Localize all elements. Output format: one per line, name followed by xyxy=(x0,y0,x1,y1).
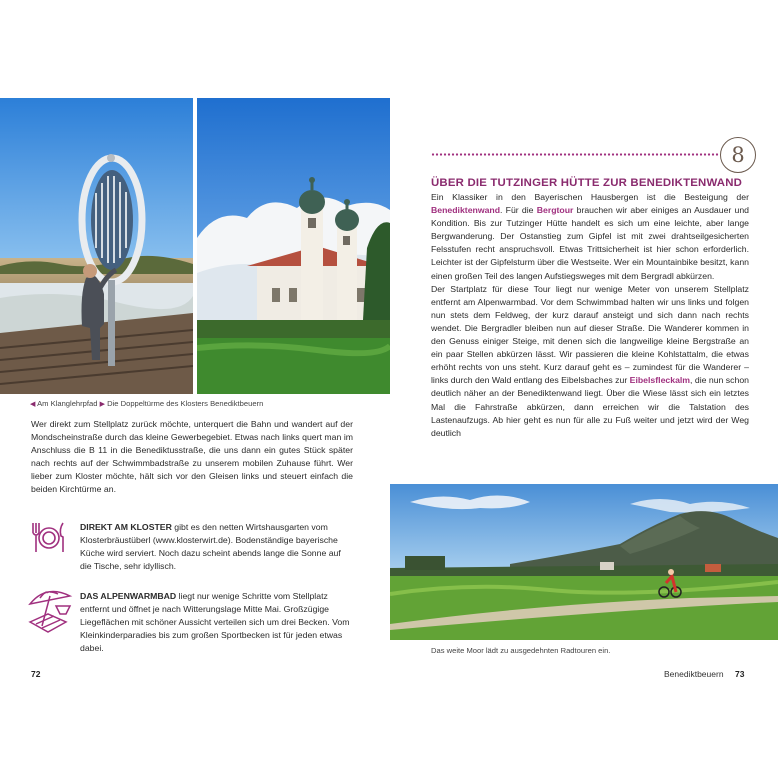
bergtour-link[interactable]: Bergtour xyxy=(536,205,574,216)
right-page-number: 73 xyxy=(735,669,745,679)
tip-2-text: liegt nur wenige Schritte vom Stellplatz entfernt und öffnet je nach Witterungslage Mitte Mai. Großzügige Liegeflächen mit schöner Aussicht verteilen sich um drei Becken. Vom Kleinkinderparadies bis zum großen Sportbecken ist für jeden etwas dabei. xyxy=(80,591,350,654)
moor-photo-caption: Das weite Moor lädt zu ausgedehnten Radtouren ein. xyxy=(431,646,611,655)
p1-part-0: Ein Klassiker in den Bayerischen Hausbergen ist die Besteigung der xyxy=(431,192,749,202)
caption-doppeltuerme: Die Doppeltürme des Klosters Benediktbeuern xyxy=(107,399,264,408)
p2-part-2: , die nun schon deutlich näher an der Benediktenwand liegt. Über die Wiese lässt sich ein letztes Mal die Fahrstraße abkürzen, dann erreichen wir die Talstation des Lastenaufzugs. Ab hier geht es nun für alle zu Fuß weiter und jetzt wird der Weg deutlich xyxy=(431,375,749,438)
caption-klanglehrpfad: Am Klanglehrpfad xyxy=(37,399,98,408)
tip-1-lead: DIREKT AM KLOSTER xyxy=(80,522,172,532)
p2-part-0: Der Startplatz für diese Tour liegt nur wenige Meter von unserem Stellplatz entfernt am Alpenwarmbad. Vor dem Schwimmbad halten wir uns links und folgen nun stets dem Feldweg, der kurz darauf ansteigt und sich dann nach rechts wendet. Die Bergradler bleiben nun auf dieser Straße. Die Wanderer kommen in den Genuss einiger Steige, mit denen sich die langweilige kleine Bergstraße an ein paar Stellen abkürzen lässt. Wir passieren die kleine Kohlstattalm, die etwas erhöht rechts von uns steht. Kurz darauf geht es – zumindest für die Wanderer – links durch den Wald entlang des Eibelsbaches zur xyxy=(431,283,749,386)
triangle-left-icon: ◀ xyxy=(30,401,36,408)
tour-paragraph-1 xyxy=(431,191,749,283)
tip-2-lead: DAS ALPENWARMBAD xyxy=(80,591,177,601)
tip-1-text: gibt es den netten Wirtshausgarten vom Klosterbräustüberl (www.klosterwirt.de). Bodenständige bayerische Küche wird serviert. Noch dazu scheint abends lange die Sonne auf die Tische, sehr idyllisch. xyxy=(80,522,341,572)
kloster-towers-photo xyxy=(197,98,390,394)
eibelsfleckalm-link[interactable]: Eibelsfleckalm xyxy=(629,375,691,386)
tour-number: 8 xyxy=(731,143,745,167)
benediktenwand-link[interactable]: Benediktenwand xyxy=(431,205,501,216)
tip-direkt-am-kloster xyxy=(80,521,353,573)
moor-cycling-photo xyxy=(390,484,778,640)
left-intro-paragraph xyxy=(31,418,353,497)
tour-number-badge xyxy=(720,137,756,173)
left-page-number: 72 xyxy=(31,669,41,679)
tour-heading: ÜBER DIE TUTZINGER HÜTTE ZUR BENEDIKTENWAND xyxy=(431,177,743,189)
left-paragraph-1: Wer direkt zum Stellplatz zurück möchte, unterquert die Bahn und wandert auf der Mondscheinstraße durch das kleine Gewerbegebiet. Etwas nach links quert man im Anschluss die B 11 in die Benediktusstraße, die uns dann ein gutes Stück später nach rechts auf der Schwimmbadstraße zu unserem mobilen Zuhause führt. Wer lieber zum Kloster möchte, hält sich vor den Gleisen links und steuert einfach die beiden Kirchtürme an. xyxy=(31,419,353,495)
beach-umbrella-icon xyxy=(26,586,74,636)
tour-paragraph-2 xyxy=(431,283,749,440)
p1-part-4: brauchen wir aber einiges an Ausdauer und Kondition. Bis zur Tutzinger Hütte handelt es sich um eine leichte, aber lange Bergwanderung. Der Ostanstieg zum Gipfel ist mit zwei drahtseilgesicherten Felsstufen recht anspruchsvoll. Etwas Trittsicherheit ist hier schon erforderlich. Leichter ist der Gipfelsturm über die Westseite. Wer ein Mountainbike besitzt, kann einen großen Teil des langen Aufstiegsweges mit dem Bergradl abkürzen. xyxy=(431,205,749,281)
tour-text xyxy=(431,191,749,440)
dotted-rule xyxy=(431,152,719,157)
triangle-right-icon: ▶ xyxy=(99,401,105,408)
tip-alpenwarmbad xyxy=(80,590,353,655)
photo-caption-1 xyxy=(30,399,263,408)
klanglehrpfad-photo xyxy=(0,98,193,394)
footer-location: Benediktbeuern xyxy=(664,669,724,679)
restaurant-plate-icon xyxy=(28,519,68,555)
p1-part-2: . Für die xyxy=(500,205,537,216)
